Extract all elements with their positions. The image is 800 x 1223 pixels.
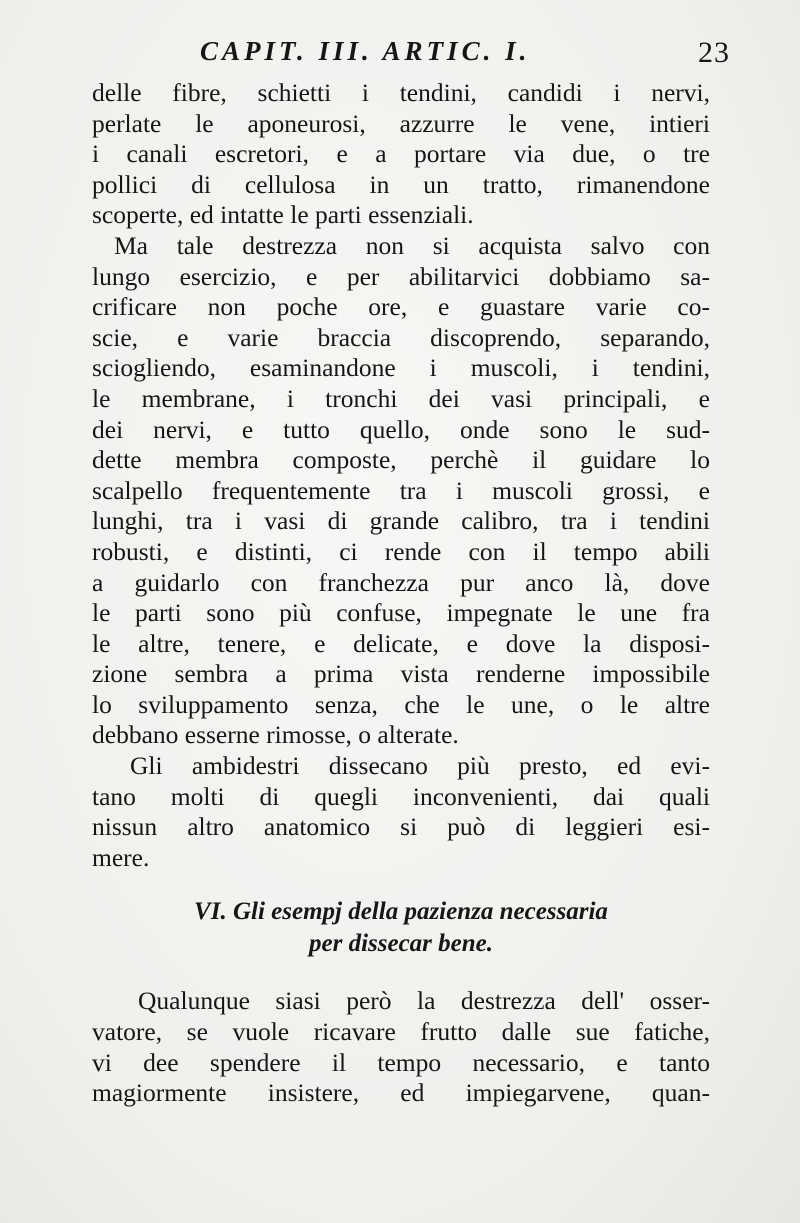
running-title: CAPIT. III. ARTIC. I. <box>200 36 531 66</box>
text-line: scoperte, ed intatte le parti essenziali. <box>92 200 474 230</box>
section-heading-line2: per dissecar bene. <box>309 930 493 957</box>
section-heading <box>92 896 710 960</box>
text-line: le membrane, i tronchi dei vasi principali, e <box>92 383 710 413</box>
text-line: a guidarlo con franchezza pur anco là, dove <box>92 567 710 597</box>
main-text-block <box>92 78 710 873</box>
text-line: vatore, se vuole ricavare frutto dalle sue fatiche, <box>92 1016 710 1046</box>
text-line: Gli ambidestri dissecano più presto, ed evi- <box>130 751 710 781</box>
text-line: i canali escretori, e a portare via due, o tre <box>92 139 710 169</box>
text-line: delle fibre, schietti i tendini, candidi i nervi, <box>92 78 710 107</box>
text-line: lungo esercizio, e per abilitarvici dobbiamo sa- <box>92 261 710 291</box>
text-line: vi dee spendere il tempo necessario, e tanto <box>92 1047 710 1077</box>
text-line: lo sviluppamento senza, che le une, o le altre <box>92 689 710 719</box>
text-line: zione sembra a prima vista renderne impossibile <box>92 659 710 689</box>
text-line: debbano esserne rimosse, o alterate. <box>92 720 459 750</box>
text-line: Ma tale destrezza non si acquista salvo con <box>114 230 710 260</box>
text-line: dei nervi, e tutto quello, onde sono le sud- <box>92 414 710 444</box>
second-text-block <box>92 986 710 1109</box>
text-line: lunghi, tra i vasi di grande calibro, tra i tendini <box>92 506 710 536</box>
text-line: crificare non poche ore, e guastare varie co- <box>92 292 710 322</box>
running-header <box>200 36 730 76</box>
text-line: scie, e varie braccia discoprendo, separando, <box>92 322 710 352</box>
text-line: tano molti di quegli inconvenienti, dai quali <box>92 781 710 811</box>
text-line: perlate le aponeurosi, azzurre le vene, intieri <box>92 108 710 138</box>
text-line: Qualunque siasi però la destrezza dell' osser- <box>138 986 710 1015</box>
text-line: magiormente insistere, ed impiegarvene, quan- <box>92 1078 710 1108</box>
text-line: dette membra composte, perchè il guidare lo <box>92 445 710 475</box>
text-line: scalpello frequentemente tra i muscoli grossi, e <box>92 475 710 505</box>
text-line: robusti, e distinti, ci rende con il tempo abili <box>92 536 710 566</box>
section-heading-line1: VI. Gli esempj della pazienza necessaria <box>194 898 608 925</box>
text-line: le parti sono più confuse, impegnate le une fra <box>92 598 710 628</box>
text-line: sciogliendo, esaminandone i muscoli, i tendini, <box>92 353 710 383</box>
page-number: 23 <box>698 36 730 69</box>
text-line: le altre, tenere, e delicate, e dove la disposi- <box>92 628 710 658</box>
text-line: mere. <box>92 842 150 872</box>
text-line: nissun altro anatomico si può di leggieri esi- <box>92 812 710 842</box>
text-line: pollici di cellulosa in un tratto, rimanendone <box>92 169 710 199</box>
